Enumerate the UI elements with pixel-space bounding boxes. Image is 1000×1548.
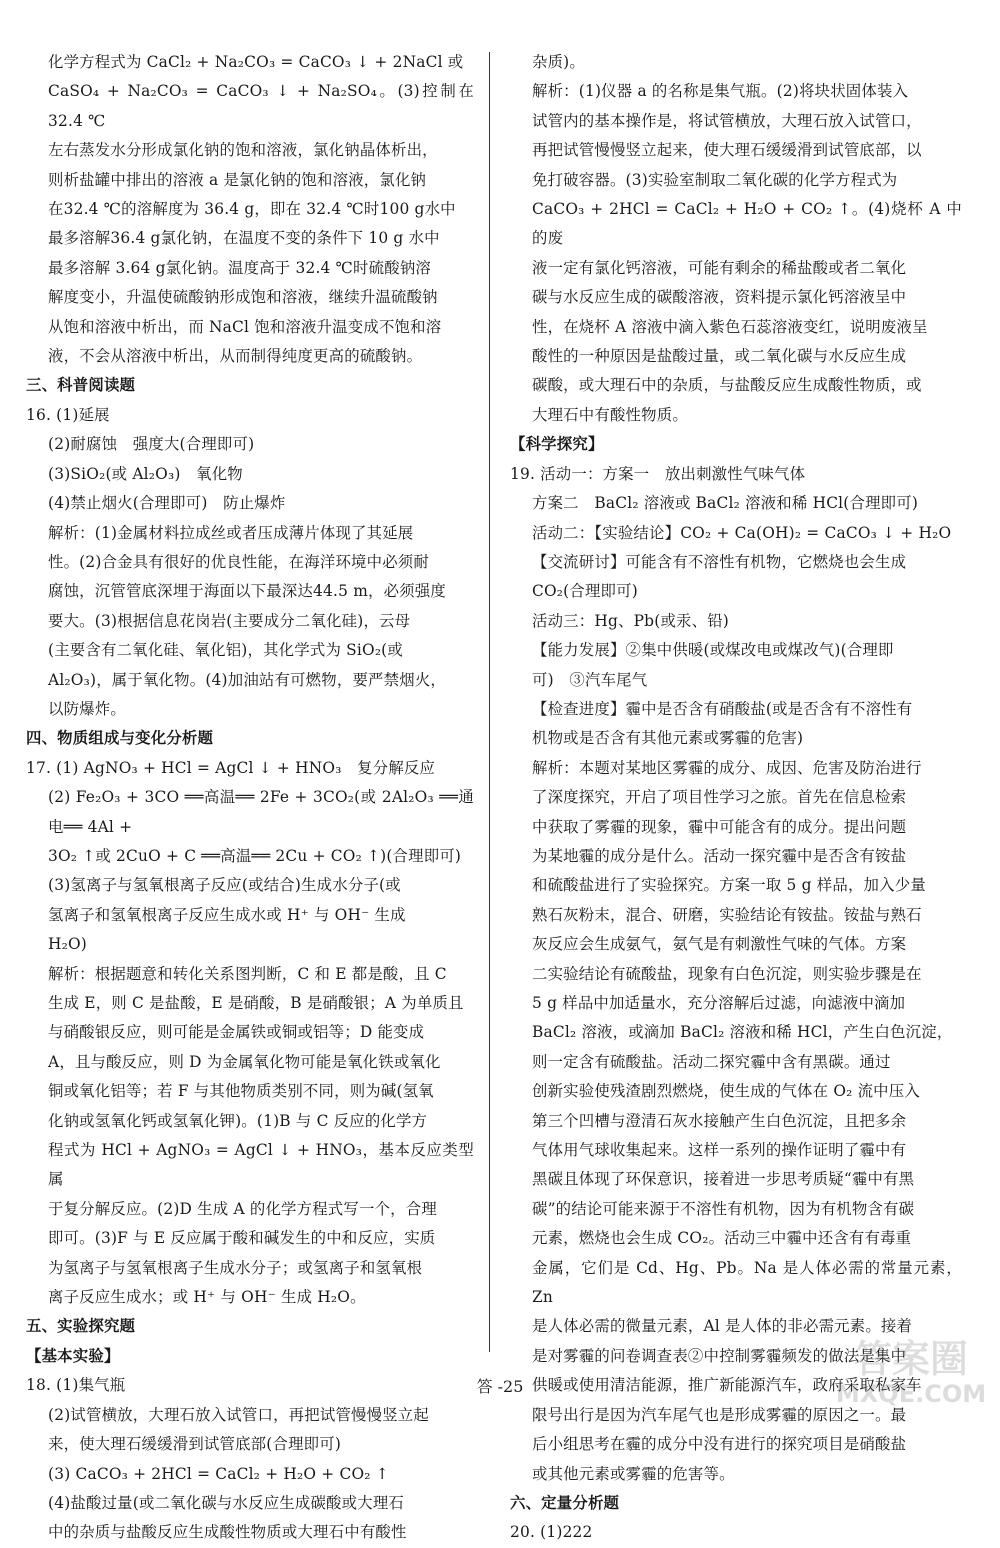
- text-line: 化学方程式为 CaCl₂ + Na₂CO₃ = CaCO₃ ↓ + 2NaCl 或: [48, 53, 464, 71]
- text-line: 是人体必需的微量元素，Al 是人体的非必需元素。接着: [532, 1317, 913, 1336]
- text-line: 碳”的结论可能来源于不溶性有机物，因为有机物含有碳: [532, 1199, 915, 1218]
- text-line: 铜或氧化铝等；若 F 与其他物质类别不同，则为碱(氢氧: [48, 1082, 434, 1101]
- section-heading: 五、实验探究题: [26, 1317, 136, 1336]
- text-line: 【能力发展】②集中供暖(或煤改电或煤改气)(合理即: [532, 641, 894, 660]
- text-line: 则析盐罐中排出的溶液 a 是氯化钠的饱和溶液，氯化钠: [48, 170, 427, 189]
- text-line: (3) CaCO₃ + 2HCl = CaCl₂ + H₂O + CO₂ ↑: [48, 1464, 389, 1483]
- left-column: [26, 48, 474, 1548]
- text-line: 创新实验使残渣剧烈燃烧，使生成的气体在 O₂ 流中压入: [532, 1082, 920, 1101]
- text-line: 解析：根据题意和转化关系图判断，C 和 E 都是酸，且 C: [48, 964, 447, 983]
- text-line: 来，使大理石缓缓滑到试管底部(合理即可): [48, 1435, 342, 1454]
- text-line: 酸性的一种原因是盐酸过量，或二氧化碳与水反应生成: [532, 347, 907, 366]
- section-heading: 【基本实验】: [26, 1346, 120, 1365]
- text-line: 试管内的基本操作是，将试管横放，大理石放入试管口，: [532, 111, 922, 130]
- text-line: 中的杂质与盐酸反应生成酸性物质或大理石中有酸性: [48, 1523, 407, 1542]
- text-line: 黑碳且体现了环保意识，接着进一步思考质疑“霾中有黑: [532, 1170, 915, 1189]
- text-line: CaSO₄ + Na₂CO₃ = CaCO₃ ↓ + Na₂SO₄。(3)控制在32.4 ℃: [48, 82, 474, 130]
- text-line: 16. (1)延展: [26, 405, 110, 424]
- text-line: 金属，它们是 Cd、Hg、Pb。Na 是人体必需的常量元素，Zn: [532, 1258, 962, 1307]
- text-line: 碳酸，或大理石中的杂质，与盐酸反应生成酸性物质，或: [532, 376, 922, 395]
- text-line: 熟石灰粉末，混合、研磨，实验结论有铵盐。铵盐与熟石: [532, 905, 922, 924]
- text-line: 解析：(1)仪器 a 的名称是集气瓶。(2)将块状固体装入: [532, 82, 909, 101]
- text-line: 活动三：Hg、Pb(或汞、铅): [532, 611, 730, 630]
- text-line: H₂O): [48, 935, 88, 954]
- text-line: 液一定有氯化钙溶液，可能有剩余的稀盐酸或者二氧化: [532, 258, 907, 277]
- text-line: (3)SiO₂(或 Al₂O₃) 氧化物: [48, 464, 243, 483]
- watermark-logo: [836, 1328, 986, 1408]
- text-line: 最多溶解 3.64 g氯化钠。温度高于 32.4 ℃时硫酸钠溶: [48, 258, 432, 277]
- text-line: 气体用气球收集起来。这样一系列的操作证明了霾中有: [532, 1141, 907, 1160]
- text-line: 第三个凹槽与澄清石灰水接触产生白色沉淀，且把多余: [532, 1111, 907, 1130]
- text-line: 20. (1)222: [510, 1523, 593, 1542]
- text-line: 限号出行是因为汽车尾气也是形成雾霾的原因之一。最: [532, 1405, 907, 1424]
- section-heading: 四、物质组成与变化分析题: [26, 729, 214, 748]
- text-line: 方案二 BaCl₂ 溶液或 BaCl₂ 溶液和稀 HCl(合理即可): [532, 494, 919, 513]
- text-line: 则一定含有硫酸盐。活动二探究霾中含有黑碳。通过: [532, 1052, 891, 1071]
- text-line: 左右蒸发水分形成氯化钠的饱和溶液，氯化钠晶体析出，: [48, 141, 438, 160]
- text-line: 为某地霾的成分是什么。活动一探究霾中是否含有铵盐: [532, 846, 907, 865]
- text-line: (4)盐酸过量(或二氧化碳与水反应生成碳酸或大理石: [48, 1493, 405, 1512]
- text-line: (2)试管横放，大理石放入试管口，再把试管慢慢竖立起: [48, 1405, 429, 1424]
- text-line: (2) Fe₂O₃ + 3CO ══高温══ 2Fe + 3CO₂(或 2Al₂O₃ ══通电══ 4Al +: [48, 788, 474, 836]
- text-line: 活动二：【实验结论】CO₂ + Ca(OH)₂ = CaCO₃ ↓ + H₂O: [532, 523, 952, 542]
- text-line: CO₂(合理即可): [532, 582, 638, 601]
- text-line: 再把试管慢慢竖立起来，使大理石缓缓滑到试管底部，以: [532, 141, 922, 160]
- watermark-text: 答案圈: [853, 1337, 969, 1381]
- page-number: 答 -25: [476, 1377, 524, 1396]
- text-line: 液，不会从溶液中析出，从而制得纯度更高的硫酸钠。: [48, 347, 423, 366]
- right-column: [510, 48, 962, 1548]
- text-line: 17. (1) AgNO₃ + HCl = AgCl ↓ + HNO₃ 复分解反应: [26, 758, 436, 777]
- text-line: 灰反应会生成氨气，氨气是有刺激性气味的气体。方案: [532, 935, 907, 954]
- text-line: A，且与酸反应，则 D 为金属氧化物可能是氧化铁或氧化: [48, 1052, 441, 1071]
- text-line: 腐蚀，沉管管底深埋于海面以下最深达44.5 m，必须强度: [48, 582, 446, 601]
- text-line: 以防爆炸。: [48, 699, 126, 718]
- text-line: (主要含有二氧化硅、氧化铝)，其化学式为 SiO₂(或: [48, 641, 403, 660]
- text-line: 与硝酸银反应，则可能是金属铁或铜或铝等；D 能变成: [48, 1023, 425, 1042]
- text-line: 供暖或使用清洁能源，推广新能源汽车，政府采取私家车: [532, 1376, 922, 1395]
- column-divider: [489, 52, 490, 1352]
- text-line: 生成 E，则 C 是盐酸，E 是硝酸，B 是硝酸银；A 为单质且: [48, 994, 464, 1012]
- text-line: 在32.4 ℃的溶解度为 36.4 g，即在 32.4 ℃时100 g水中: [48, 200, 456, 219]
- text-line: 性，在烧杯 A 溶液中滴入紫色石蕊溶液变红，说明废液呈: [532, 317, 928, 336]
- text-line: (4)禁止烟火(合理即可) 防止爆炸: [48, 494, 286, 513]
- text-line: 3O₂ ↑或 2CuO + C ══高温══ 2Cu + CO₂ ↑)(合理即可): [48, 846, 462, 865]
- section-heading: 三、科普阅读题: [26, 376, 136, 395]
- text-line: 机物或是否含有其他元素或雾霾的危害): [532, 729, 804, 748]
- text-line: 5 g 样品中加适量水，充分溶解后过滤，向滤液中滴加: [532, 994, 906, 1012]
- text-line: 19. 活动一：方案一 放出刺激性气味气体: [510, 464, 806, 483]
- text-line: 性。(2)合金具有很好的优良性能，在海洋环境中必须耐: [48, 552, 429, 571]
- text-line: 要大。(3)根据信息花岗岩(主要成分二氧化硅)，云母: [48, 611, 411, 630]
- text-line: 元素，燃烧也会生成 CO₂。活动三中霾中还含有有毒重: [532, 1229, 912, 1248]
- text-line: 于复分解反应。(2)D 生成 A 的化学方程式写一个，合理: [48, 1199, 437, 1218]
- text-line: 即可。(3)F 与 E 反应属于酸和碱发生的中和反应，实质: [48, 1229, 436, 1248]
- text-line: 或其他元素或雾霾的危害等。: [532, 1464, 735, 1483]
- text-line: 【检查进度】霾中是否含有硝酸盐(或是否含有不溶性有: [532, 699, 913, 718]
- text-line: 和硫酸盐进行了实验探究。方案一取 5 g 样品，加入少量: [532, 876, 926, 895]
- text-line: 免打破容器。(3)实验室制取二氧化碳的化学方程式为: [532, 170, 898, 189]
- text-line: 后小组思考在霾的成分中没有进行的探究项目是硝酸盐: [532, 1435, 907, 1454]
- text-line: 从饱和溶液中析出，而 NaCl 饱和溶液升温变成不饱和溶: [48, 317, 442, 336]
- text-line: Al₂O₃)，属于氧化物。(4)加油站有可燃物，要严禁烟火，: [48, 670, 447, 689]
- text-line: 杂质)。: [532, 53, 585, 71]
- text-line: 了深度探究，开启了项目性学习之旅。首先在信息检索: [532, 788, 907, 807]
- text-line: 解度变小，升温使硫酸钠形成饱和溶液，继续升温硫酸钠: [48, 288, 438, 307]
- section-heading: 【科学探究】: [510, 435, 604, 454]
- text-line: 18. (1)集气瓶: [26, 1376, 126, 1395]
- text-line: (3)氢离子与氢氧根离子反应(或结合)生成水分子(或: [48, 876, 401, 895]
- text-line: 可) ③汽车尾气: [532, 670, 648, 689]
- text-line: 氢离子和氢氧根离子反应生成水或 H⁺ 与 OH⁻ 生成: [48, 905, 406, 924]
- text-line: 【交流研讨】可能含有不溶性有机物，它燃烧也会生成: [532, 552, 907, 571]
- text-line: 离子反应生成水；或 H⁺ 与 OH⁻ 生成 H₂O。: [48, 1288, 366, 1307]
- text-line: 中获取了雾霾的现象，霾中可能含有的成分。提出问题: [532, 817, 907, 836]
- text-line: (2)耐腐蚀 强度大(合理即可): [48, 435, 255, 454]
- text-line: 程式为 HCl + AgNO₃ = AgCl ↓ + HNO₃，基本反应类型属: [48, 1141, 474, 1189]
- text-line: 解析：本题对某地区雾霾的成分、成因、危害及防治进行: [532, 758, 922, 777]
- text-line: BaCl₂ 溶液，或滴加 BaCl₂ 溶液和稀 HCl，产生白色沉淀，: [532, 1023, 953, 1042]
- text-line: CaCO₃ + 2HCl = CaCl₂ + H₂O + CO₂ ↑。(4)烧杯 A 中的废: [532, 200, 962, 248]
- watermark-url: MXQE.COM: [836, 1380, 986, 1408]
- text-line: 是对雾霾的问卷调查表②中控制雾霾频发的做法是集中: [532, 1346, 907, 1365]
- section-heading: 六、定量分析题: [510, 1493, 620, 1512]
- text-line: 二实验结论有硫酸盐，现象有白色沉淀，则实验步骤是在: [532, 964, 922, 983]
- text-line: 最多溶解36.4 g氯化钠，在温度不变的条件下 10 g 水中: [48, 229, 440, 248]
- text-line: 大理石中有酸性物质。: [532, 405, 688, 424]
- text-line: 碳与水反应生成的碳酸溶液，资料提示氯化钙溶液呈中: [532, 288, 907, 307]
- text-line: 解析：(1)金属材料拉成丝或者压成薄片体现了其延展: [48, 523, 414, 542]
- text-line: 化钠或氢氧化钙或氢氧化钾)。(1)B 与 C 反应的化学方: [48, 1111, 428, 1130]
- text-line: 为氢离子与氢氧根离子生成水分子；或氢离子和氢氧根: [48, 1258, 423, 1277]
